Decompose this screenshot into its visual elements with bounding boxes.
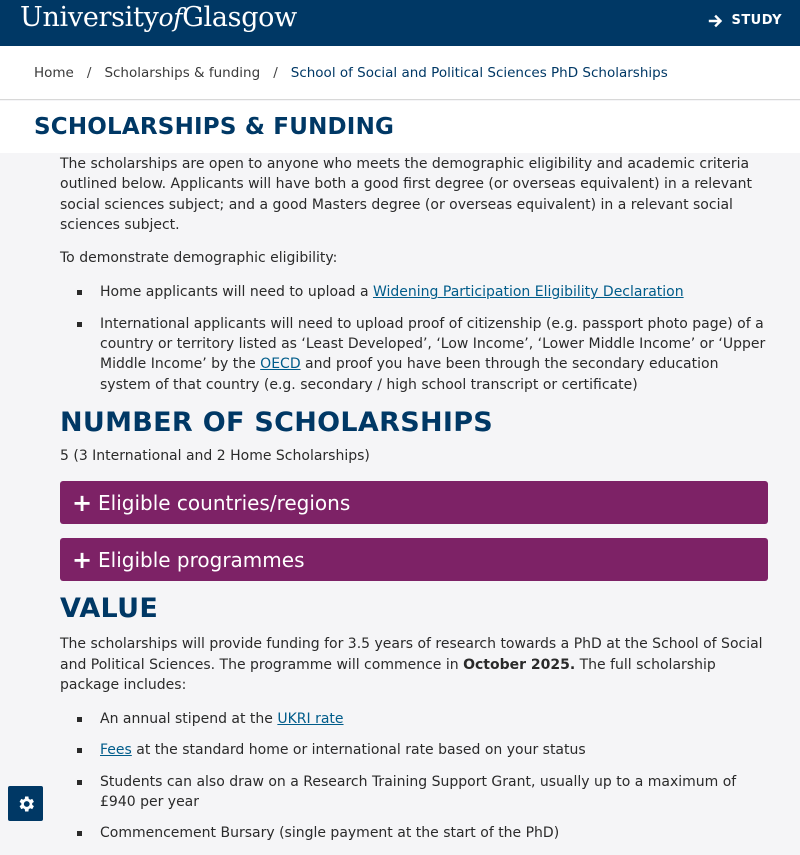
number-text: 5 (3 International and 2 Home Scholarships) — [60, 447, 370, 464]
value-paragraph: The scholarships will provide funding for 3.5 years of research towards a PhD at the School of Social and Political Sciences. The programme will commence in October 2025. The full scholarship package includes: — [60, 636, 763, 693]
list-item: Commencement Bursary (single payment at the start of the PhD) — [60, 823, 770, 843]
arrow-right-icon — [709, 14, 723, 28]
main-content — [60, 154, 770, 855]
study-label: STUDY — [731, 13, 782, 28]
plus-icon: + — [72, 488, 93, 517]
widening-participation-link[interactable]: Widening Participation Eligibility Declaration — [372, 284, 684, 301]
cookie-settings-button[interactable] — [8, 786, 43, 821]
list-item: An annual stipend at the UKRI rate — [60, 709, 770, 729]
site-header — [0, 0, 800, 46]
accordion-label: Eligible programmes — [98, 547, 305, 572]
study-link[interactable] — [709, 13, 782, 28]
ukri-rate-link[interactable]: UKRI rate — [277, 711, 344, 728]
oecd-link[interactable]: OECD — [260, 356, 301, 373]
package-list — [60, 709, 770, 843]
value-heading: VALUE — [60, 593, 159, 625]
accordion-eligible-programmes[interactable] — [60, 538, 768, 581]
intro-paragraph: The scholarships are open to anyone who meets the demographic eligibility and academic criteria outlined below. Applicants will have both a good first degree (or overseas equivalent) in a relevant social sciences subject; and a good Masters degree (or overseas equivalent) in a relevant social sciences subject. — [60, 156, 753, 233]
demographic-lead: To demonstrate demographic eligibility: — [60, 250, 338, 267]
fees-link[interactable]: Fees — [100, 742, 132, 759]
university-logo[interactable] — [20, 2, 297, 33]
breadcrumb-home[interactable]: Home — [34, 64, 74, 81]
section-title-bar — [0, 101, 800, 153]
breadcrumb-separator: / — [273, 64, 278, 81]
accordion-label: Eligible countries/regions — [98, 490, 351, 515]
list-item: International applicants will need to upload proof of citizenship (e.g. passport photo page) of a country or territory listed as ‘Least Developed’, ‘Low Income’, ‘Lower Middle Income’ or ‘Upper Middle Income’ by the OECD and proof you have been through the secondary education system of that country (e.g. secondary / high school transcript or certificate) — [60, 314, 770, 395]
eligibility-list — [60, 282, 770, 394]
section-title: SCHOLARSHIPS & FUNDING — [34, 114, 395, 140]
gear-icon — [16, 794, 36, 814]
breadcrumb-scholarships[interactable]: Scholarships & funding — [104, 64, 261, 81]
logo-text-university: University — [20, 2, 159, 33]
plus-icon: + — [72, 545, 93, 574]
list-item: Students can also draw on a Research Training Support Grant, usually up to a maximum of £940 per year — [60, 772, 770, 813]
accordion-eligible-countries[interactable] — [60, 481, 768, 524]
breadcrumb — [0, 46, 800, 100]
list-item: Fees at the standard home or international rate based on your status — [60, 740, 770, 760]
logo-text-of: of — [158, 3, 183, 32]
breadcrumb-current[interactable]: School of Social and Political Sciences PhD Scholarships — [290, 64, 668, 81]
breadcrumb-separator: / — [86, 64, 92, 81]
logo-text-glasgow: Glasgow — [182, 2, 297, 33]
list-item: Home applicants will need to upload a Widening Participation Eligibility Declaration — [60, 282, 770, 302]
number-heading: NUMBER OF SCHOLARSHIPS — [60, 406, 494, 438]
